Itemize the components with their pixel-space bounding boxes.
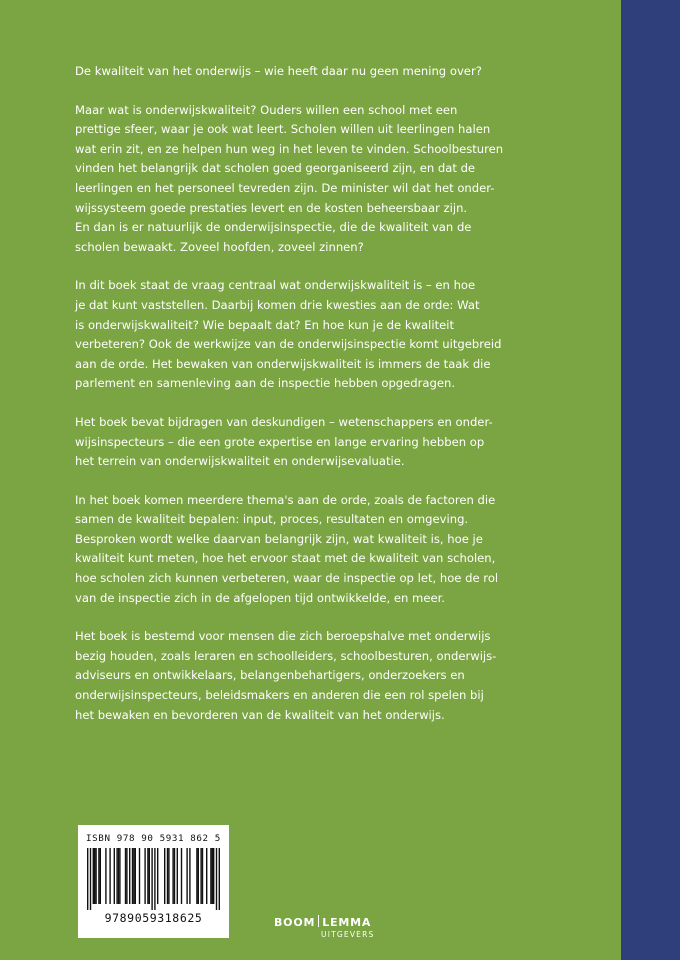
blurb-paragraph: [75, 413, 603, 472]
blurb-paragraph: [75, 62, 603, 82]
barcode-bar: [129, 848, 130, 904]
barcode-bar: [126, 848, 127, 904]
isbn-text: ISBN 978 90 5931 862 5: [86, 833, 221, 844]
barcode-label: [78, 825, 229, 938]
barcode-bar: [133, 848, 134, 904]
blurb-line: Het boek bevat bijdragen van deskundigen – wetenschappers en onder-: [75, 414, 493, 429]
blurb-line: verbeteren? Ook de werkwijze van de onderwijsinspectie komt uitgebreid: [75, 337, 502, 352]
barcode-bar: [219, 848, 220, 910]
barcode-bar: [216, 848, 217, 910]
blurb-line: vinden het belangrijk dat scholen goed georganiseerd zijn, en dat de: [75, 161, 476, 176]
barcode-bar: [93, 848, 94, 904]
publisher-name-left: BOOM: [274, 916, 316, 929]
barcode-bar: [213, 848, 214, 904]
barcode-bar: [198, 848, 199, 904]
barcode-digits: 9789059318625: [104, 911, 203, 925]
barcode-bar: [94, 848, 95, 904]
blurb-line: aan de orde. Het bewaken van onderwijskwaliteit is immers de taak die: [75, 356, 491, 371]
barcode-bar: [177, 848, 178, 904]
blurb-paragraph: [75, 101, 603, 258]
barcode-bar: [147, 848, 148, 904]
blurb-line: wat erin zit, en ze helpen hun weg in het leven te vinden. Schoolbesturen: [75, 141, 504, 156]
barcode-bar: [144, 848, 145, 904]
barcode-bar: [212, 848, 213, 904]
book-spine: [621, 0, 680, 960]
blurb-line: prettige sfeer, waar je ook wat leert. Scholen willen uit leerlingen halen: [75, 122, 491, 137]
blurb-line: scholen bewaakt. Zoveel hoofden, zoveel zinnen?: [75, 239, 364, 254]
barcode-bar: [98, 848, 99, 904]
blurb-line: De kwaliteit van het onderwijs – wie heeft daar nu geen mening over?: [75, 64, 482, 78]
publisher-logo: [274, 915, 374, 939]
barcode-bar: [172, 848, 173, 904]
barcode-bar: [116, 848, 117, 904]
barcode-bar: [189, 848, 190, 904]
blurb-text: [75, 62, 603, 744]
blurb-line: het bewaken en bevorderen van de kwaliteit van het onderwijs.: [75, 707, 445, 722]
barcode-bar: [118, 848, 119, 904]
barcode-bar: [210, 848, 211, 904]
barcode-bar: [157, 848, 158, 904]
blurb-line: wijssysteem goede prestaties levert en de kosten beheersbaar zijn.: [75, 200, 468, 215]
blurb-line: In het boek komen meerdere thema's aan de orde, zoals de factoren die: [75, 492, 496, 507]
blurb-line: In dit boek staat de vraag centraal wat onderwijskwaliteit is – en hoe: [75, 278, 476, 293]
barcode-bar: [196, 848, 197, 904]
barcode-bar: [109, 848, 110, 904]
blurb-line: samen de kwaliteit bepalen: input, proces, resultaten en omgeving.: [75, 512, 469, 527]
blurb-line: adviseurs en ontwikkelaars, belangenbehartigers, onderzoekers en: [75, 668, 465, 683]
barcode-bar: [105, 848, 106, 904]
blurb-line: onderwijsinspecteurs, beleidsmakers en anderen die een rol spelen bij: [75, 688, 484, 703]
publisher-subtitle: UITGEVERS: [321, 930, 375, 939]
blurb-line: van de inspectie zich in de afgelopen tijd ontwikkelde, en meer.: [75, 590, 445, 605]
blurb-line: parlement en samenleving aan de inspectie hebben opgedragen.: [75, 376, 456, 391]
barcode-bar: [132, 848, 133, 904]
blurb-line: En dan is er natuurlijk de onderwijsinspectie, die de kwaliteit van de: [75, 220, 472, 235]
barcode-bar: [186, 848, 187, 904]
blurb-line: Maar wat is onderwijskwaliteit? Ouders willen een school met een: [75, 102, 458, 117]
blurb-line: is onderwijskwaliteit? Wie bepaalt dat? En hoe kun je de kwaliteit: [75, 317, 455, 332]
barcode-bar: [125, 848, 126, 904]
blurb-paragraph: [75, 627, 603, 725]
barcode-bar: [135, 848, 136, 904]
blurb-paragraph: [75, 491, 603, 609]
barcode-bar: [174, 848, 175, 904]
barcode-bar: [151, 848, 152, 910]
barcode-bar: [181, 848, 182, 904]
logo-separator: [318, 915, 319, 927]
barcode-bar: [149, 848, 150, 904]
barcode-bar: [164, 848, 165, 904]
barcode-bars: [85, 848, 222, 910]
blurb-line: hoe scholen zich kunnen verbeteren, waar de inspectie op let, hoe de rol: [75, 571, 499, 586]
barcode-bar: [90, 848, 91, 910]
barcode-bar: [114, 848, 115, 904]
blurb-line: leerlingen en het personeel tevreden zijn. De minister wil dat het onder-: [75, 180, 495, 195]
blurb-line: wijsinspecteurs – die een grote expertise en lange ervaring hebben op: [75, 434, 485, 449]
barcode-bar: [202, 848, 203, 904]
blurb-line: bezig houden, zoals leraren en schoolleiders, schoolbesturen, onderwijs-: [75, 648, 497, 663]
blurb-line: Het boek is bestemd voor mensen die zich beroepshalve met onderwijs: [75, 629, 491, 644]
blurb-line: het terrein van onderwijskwaliteit en onderwijsevaluatie.: [75, 454, 405, 469]
barcode-bar: [168, 848, 169, 904]
barcode-bar: [206, 848, 207, 904]
barcode-bar: [200, 848, 201, 904]
barcode-bar: [139, 848, 140, 904]
barcode-bar: [154, 848, 155, 910]
blurb-line: kwaliteit kunt meten, hoe het ervoor staat met de kwaliteit van scholen,: [75, 551, 496, 566]
blurb-line: je dat kunt vaststellen. Daarbij komen drie kwesties aan de orde: Wat: [75, 297, 480, 312]
barcode-bar: [87, 848, 88, 910]
barcode-bar: [167, 848, 168, 904]
publisher-name-right: LEMMA: [322, 916, 372, 929]
barcode-bar: [119, 848, 120, 904]
barcode-bar: [100, 848, 101, 904]
barcode-bar: [95, 848, 96, 904]
blurb-line: Besproken wordt welke daarvan belangrijk zijn, wat kwaliteit is, hoe je: [75, 531, 483, 546]
blurb-paragraph: [75, 276, 603, 394]
